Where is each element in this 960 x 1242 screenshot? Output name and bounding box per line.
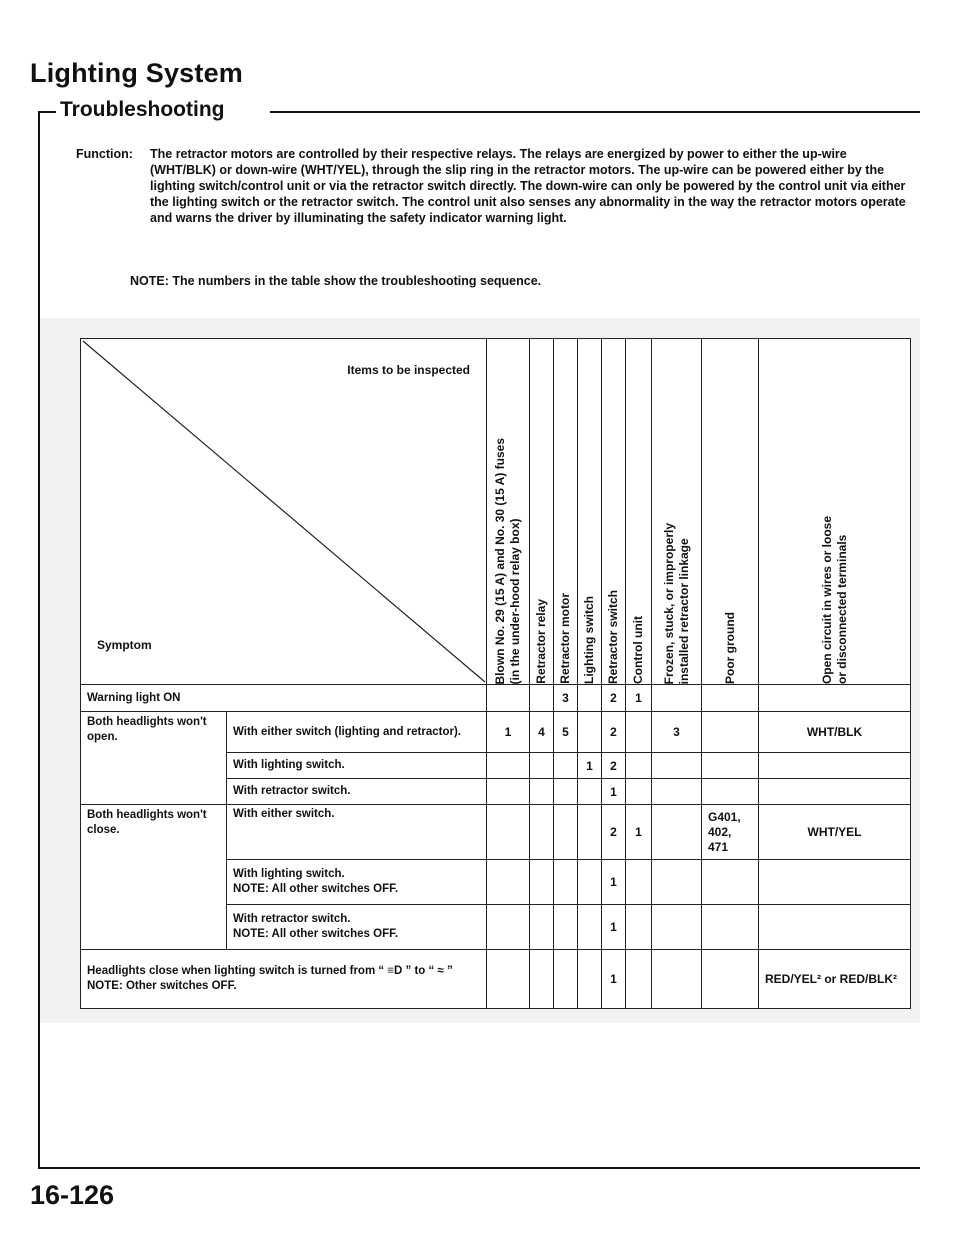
column-header-retractor-motor: Retractor motor xyxy=(554,339,578,685)
value-cell xyxy=(530,685,554,712)
value-cell: 2 xyxy=(602,805,626,860)
value-cell: 1 xyxy=(602,860,626,905)
value-cell xyxy=(626,950,652,1009)
value-cell xyxy=(759,753,911,779)
value-cell xyxy=(702,779,759,805)
value-cell: 3 xyxy=(652,712,702,753)
value-cell xyxy=(652,779,702,805)
value-cell xyxy=(554,860,578,905)
value-cell: 5 xyxy=(554,712,578,753)
table-row xyxy=(81,950,911,1009)
table-row xyxy=(81,712,911,753)
value-cell xyxy=(626,779,652,805)
value-cell xyxy=(759,779,911,805)
value-cell xyxy=(578,685,602,712)
value-cell xyxy=(578,905,602,950)
value-cell xyxy=(530,950,554,1009)
value-cell xyxy=(554,805,578,860)
value-cell xyxy=(626,860,652,905)
condition-cell: With retractor switch. NOTE: All other switches OFF. xyxy=(227,905,487,950)
value-cell xyxy=(487,753,530,779)
troubleshooting-table xyxy=(80,338,911,1009)
value-cell xyxy=(554,779,578,805)
wire-color-cell: WHT/YEL xyxy=(759,805,911,860)
table-row xyxy=(81,685,911,712)
column-header-control-unit: Control unit xyxy=(626,339,652,685)
value-cell xyxy=(554,753,578,779)
value-cell xyxy=(702,905,759,950)
table-note: NOTE: The numbers in the table show the troubleshooting sequence. xyxy=(130,274,542,288)
value-cell: 1 xyxy=(602,905,626,950)
value-cell xyxy=(652,950,702,1009)
value-cell xyxy=(702,860,759,905)
value-cell xyxy=(487,905,530,950)
page-title: Lighting System xyxy=(30,58,244,88)
section-subtitle: Troubleshooting xyxy=(60,98,225,121)
value-cell xyxy=(702,685,759,712)
function-text: The retractor motors are controlled by their respective relays. The relays are energized by power to either the up-wire (WHT/BLK) or down-wire (WHT/YEL), through the slip ring in the retractor motors. The up-wire can be powered either by the lighting switch/control unit or via the retractor switch directly. The down-wire can only be powered by the control unit via either the lighting switch or the retractor switch. The control unit also senses any abnormality in the way the retractor motors operate and warns the driver by illuminating the safety indicator warning light. xyxy=(150,147,906,225)
ground-points-cell: G401, 402, 471 xyxy=(702,805,759,860)
value-cell xyxy=(652,685,702,712)
condition-cell: With retractor switch. xyxy=(227,779,487,805)
value-cell xyxy=(652,805,702,860)
value-cell xyxy=(702,753,759,779)
symptom-group-close: Both headlights won't close. xyxy=(81,805,227,950)
condition-cell: With lighting switch. NOTE: All other switches OFF. xyxy=(227,860,487,905)
value-cell xyxy=(652,753,702,779)
value-cell: 3 xyxy=(554,685,578,712)
column-header-poor-ground: Poor ground xyxy=(702,339,759,685)
value-cell xyxy=(487,779,530,805)
column-header-open-circuit: Open circuit in wires or loose or disconnected terminals xyxy=(759,339,911,685)
value-cell xyxy=(759,685,911,712)
value-cell xyxy=(578,712,602,753)
corner-diagonal xyxy=(81,339,487,684)
items-header-label: Items to be inspected xyxy=(347,363,470,377)
value-cell: 1 xyxy=(626,685,652,712)
value-cell: 1 xyxy=(626,805,652,860)
value-cell xyxy=(530,905,554,950)
value-cell: 1 xyxy=(602,950,626,1009)
value-cell xyxy=(578,860,602,905)
table-corner-header xyxy=(81,339,487,685)
symptom-group-open: Both headlights won't open. xyxy=(81,712,227,805)
condition-cell: With lighting switch. xyxy=(227,753,487,779)
value-cell xyxy=(487,950,530,1009)
column-header-retractor-switch: Retractor switch xyxy=(602,339,626,685)
section-bracket xyxy=(38,111,56,113)
function-paragraph xyxy=(76,146,910,226)
value-cell xyxy=(530,860,554,905)
value-cell: 1 xyxy=(578,753,602,779)
value-cell xyxy=(530,779,554,805)
value-cell xyxy=(759,905,911,950)
value-cell: 2 xyxy=(602,753,626,779)
value-cell xyxy=(487,805,530,860)
symptom-cell: Headlights close when lighting switch is turned from “ ≡D ” to “ ≈ ” NOTE: Other switches OFF. xyxy=(81,950,487,1009)
value-cell xyxy=(487,685,530,712)
value-cell xyxy=(626,712,652,753)
value-cell xyxy=(578,950,602,1009)
symptom-cell: Warning light ON xyxy=(81,685,487,712)
value-cell xyxy=(759,860,911,905)
table-row xyxy=(81,805,911,860)
symptom-header-label: Symptom xyxy=(97,638,152,652)
value-cell: 1 xyxy=(602,779,626,805)
bottom-rule xyxy=(38,1167,920,1169)
value-cell xyxy=(487,860,530,905)
page-number: 16-126 xyxy=(30,1180,115,1210)
column-header-linkage: Frozen, stuck, or improperly installed retractor linkage xyxy=(652,339,702,685)
subtitle-rule xyxy=(270,111,920,113)
value-cell xyxy=(578,779,602,805)
value-cell xyxy=(530,805,554,860)
wire-color-cell: RED/YEL² or RED/BLK² xyxy=(759,950,911,1009)
value-cell: 2 xyxy=(602,712,626,753)
value-cell: 1 xyxy=(487,712,530,753)
value-cell xyxy=(702,950,759,1009)
value-cell: 4 xyxy=(530,712,554,753)
value-cell xyxy=(652,905,702,950)
wire-color-cell: WHT/BLK xyxy=(759,712,911,753)
value-cell xyxy=(554,905,578,950)
value-cell xyxy=(626,905,652,950)
value-cell xyxy=(626,753,652,779)
condition-cell: With either switch. xyxy=(227,805,487,860)
function-label: Function: xyxy=(76,147,133,161)
column-header-retractor-relay: Retractor relay xyxy=(530,339,554,685)
value-cell xyxy=(652,860,702,905)
value-cell xyxy=(554,950,578,1009)
column-header-lighting-switch: Lighting switch xyxy=(578,339,602,685)
value-cell xyxy=(530,753,554,779)
value-cell: 2 xyxy=(602,685,626,712)
column-header-fuses: Blown No. 29 (15 A) and No. 30 (15 A) fuses (in the under-hood relay box) xyxy=(487,339,530,685)
condition-cell: With either switch (lighting and retractor). xyxy=(227,712,487,753)
value-cell xyxy=(702,712,759,753)
value-cell xyxy=(578,805,602,860)
